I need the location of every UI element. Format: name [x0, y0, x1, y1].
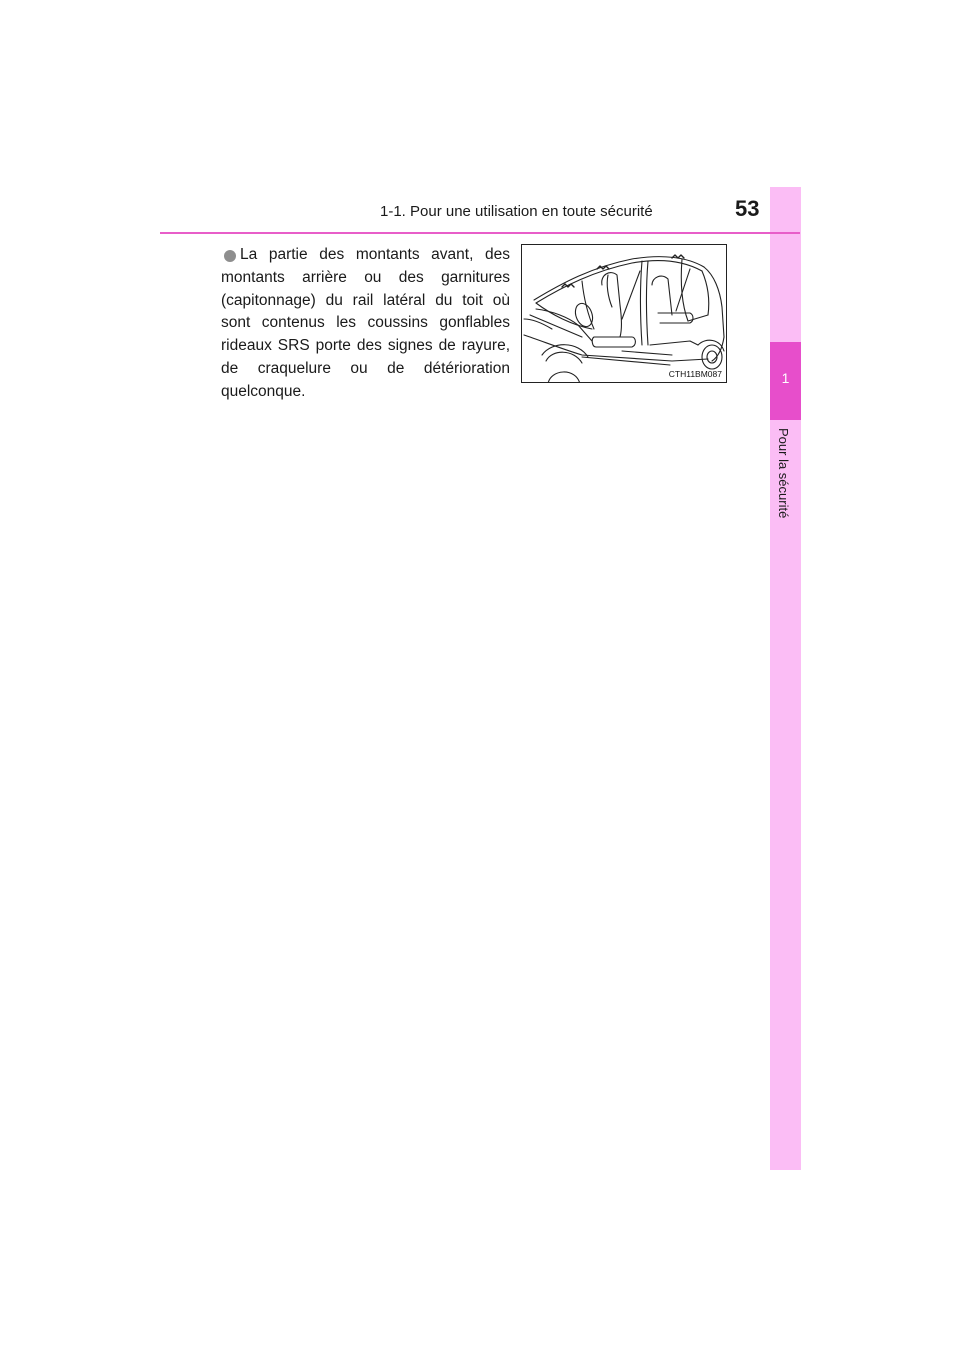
bullet-paragraph	[221, 244, 510, 404]
section-title: 1-1. Pour une utilisation en toute sécurité	[380, 203, 653, 220]
chapter-number: 1	[781, 370, 790, 386]
chapter-label: Pour la sécurité	[776, 428, 791, 519]
figure-car-interior	[521, 244, 727, 383]
figure-code: CTH11BM087	[668, 369, 722, 379]
header-rule	[160, 232, 800, 234]
page-number: 53	[735, 196, 760, 221]
car-interior-illustration-icon	[522, 245, 727, 383]
bullet-text: La partie des montants avant, des montants arrière ou des garnitures (capitonnage) du rail latéral du toit où sont contenus les coussins gonflables rideaux SRS porte des signes de rayure, de craquelure ou de détérioration quelconque.	[221, 246, 510, 400]
side-tab	[770, 187, 801, 1170]
